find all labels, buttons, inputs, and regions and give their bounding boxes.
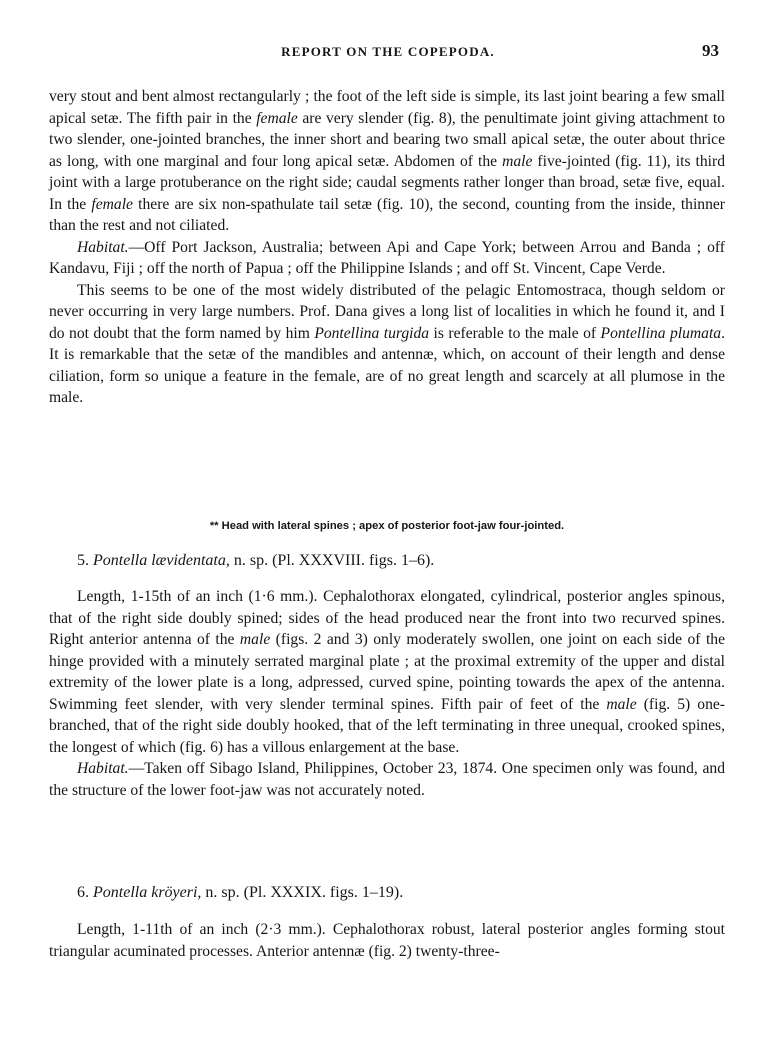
species-epithet: lævidentata <box>151 552 226 569</box>
intro-text <box>49 86 725 409</box>
paragraph-remarks <box>49 280 725 409</box>
italic-term: male <box>502 152 533 170</box>
species-heading-6 <box>77 884 403 902</box>
italic-term: Pontellina turgida <box>314 324 430 342</box>
text-run: Length, 1-15th of an inch (1·6 mm.). Cephalothorax elongated, cylindrical, posterior angles spinous, that of the right side doubly spined; sides of the head produced near the front into two recurved spines. Right anterior antenna of the <box>49 588 725 648</box>
text-run: This seems to be one of the most widely distributed of the pelagic Entomostraca, though seldom or never occurring in very large numbers. Prof. Dana gives a long list of localities in which he found it, and I do not doubt that the form named by him <box>49 281 725 342</box>
habitat-label: Habitat. <box>77 238 129 256</box>
text-run: are very slender (fig. 8), the penultimate joint giving attachment to two slender, one-jointed branches, the inner short and bearing two small apical setæ, the outer about thrice as long, with one marginal and four long apical setæ. Abdomen of the <box>49 109 725 170</box>
habitat-text: —Taken off Sibago Island, Philippines, October 23, 1874. One specimen only was found, and the structure of the lower foot-jaw was not accurately noted. <box>49 760 725 799</box>
page-number: 93 <box>702 41 719 60</box>
paragraph-description-continued <box>49 86 725 237</box>
section-subheading: ** Head with lateral spines ; apex of posterior foot-jaw four-jointed. <box>209 520 565 532</box>
italic-term: female <box>256 109 298 127</box>
italic-term: male <box>606 695 637 713</box>
text-run: is referable to the male of <box>429 324 601 342</box>
species-5-text <box>49 586 725 801</box>
italic-term: female <box>91 195 133 213</box>
species-reference: , n. sp. (Pl. XXXVIII. figs. 1–6). <box>225 552 435 569</box>
species-heading-5 <box>77 552 434 570</box>
text-run: there are six non-spathulate tail setæ (fig. 10), the second, counting from the inside, thinner than the rest and not ciliated. <box>49 195 725 234</box>
running-title: REPORT ON THE COPEPODA. <box>281 44 495 59</box>
species-reference: , n. sp. (Pl. XXXIX. figs. 1–19). <box>197 884 404 901</box>
text-run: . It is remarkable that the setæ of the mandibles and antennæ, which, on account of their length and dense ciliation, form so unique a feature in the female, are of no great length and scarcely at all plumose in the male. <box>49 324 725 406</box>
species-genus: Pontella <box>93 552 148 569</box>
species-genus: Pontella <box>93 884 148 901</box>
text-run: very stout and bent almost rectangularly ; the foot of the left side is simple, its last joint bearing a few small apical setæ. The fifth pair in the <box>49 88 725 127</box>
italic-term: Pontellina plumata <box>600 324 722 342</box>
habitat-label: Habitat. <box>77 760 129 777</box>
text-run: five-jointed (fig. 11), its third joint with a large protuberance on the right side; caudal segments rather longer than broad, setæ five, equal. In the <box>49 152 725 213</box>
paragraph-habitat <box>49 237 725 280</box>
species-number: 5. <box>77 552 89 569</box>
paragraph-description <box>49 586 725 758</box>
species-epithet: kröyeri <box>151 884 198 901</box>
italic-term: male <box>239 631 271 648</box>
paragraph-habitat <box>49 758 725 801</box>
paragraph-description: Length, 1-11th of an inch (2·3 mm.). Cephalothorax robust, lateral posterior angles forming stout triangular acuminated processes. Anterior antennæ (fig. 2) twenty-three- <box>49 921 725 960</box>
habitat-text: —Off Port Jackson, Australia; between Api and Cape York; between Arrou and Banda ; off Kandavu, Fiji ; off the north of Papua ; off the Philippine Islands ; and off St. Vincent, Cape Verde. <box>49 238 725 277</box>
text-run: (figs. 2 and 3) only moderately swollen, one joint on each side of the hinge provided with a minutely serrated marginal plate ; at the proximal extremity of the upper and distal extremity of the lower plate is a long, adpressed, curved spine, pointing towards the apex of the antenna. Swimming feet slender, with very slender terminal spines. Fifth pair of feet of the <box>49 631 725 713</box>
species-6-text <box>49 919 725 962</box>
species-number: 6. <box>77 884 89 901</box>
text-run: (fig. 5) one-branched, that of the right side doubly hooked, that of the left terminating in three unequal, crooked spines, the longest of which (fig. 6) has a villous enlargement at the base. <box>49 695 725 756</box>
